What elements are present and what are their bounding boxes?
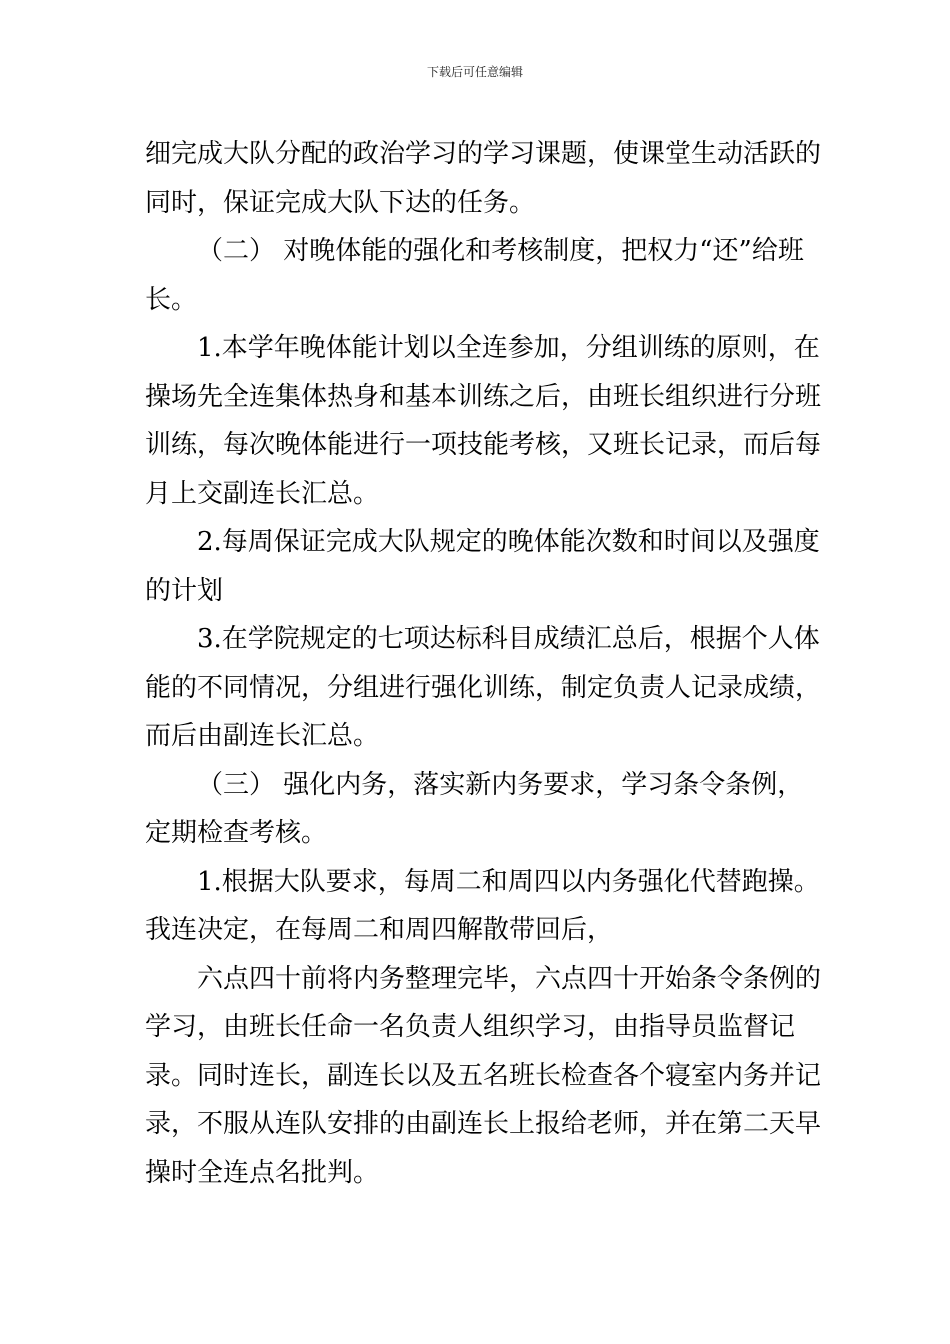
paragraph: （二） 对晚体能的强化和考核制度，把权力“还”给班长。	[145, 236, 804, 315]
paragraph: 1.本学年晚体能计划以全连参加，分组训练的原则，在操场先全连集体热身和基本训练之后，由班长组织进行分班训练，每次晚体能进行一项技能考核，又班长记录，而后每月上交副连长汇总。	[145, 333, 822, 509]
paragraph: 1.根据大队要求，每周二和周四以内务强化代替跑操。我连决定，在每周二和周四解散带回后，	[145, 866, 820, 945]
paragraph: 2.每周保证完成大队规定的晚体能次数和时间以及强度的计划	[145, 527, 820, 606]
paragraph: 细完成大队分配的政治学习的学习课题，使课堂生动活跃的同时，保证完成大队下达的任务。	[145, 139, 822, 218]
paragraph: （三） 强化内务，落实新内务要求，学习条令条例，定期检查考核。	[145, 769, 804, 848]
paragraph: 六点四十前将内务整理完毕，六点四十开始条令条例的学习，由班长任命一名负责人组织学习，由指导员监督记录。同时连长，副连长以及五名班长检查各个寝室内务并记录，不服从连队安排的由副连长上报给老师，并在第二天早操时全连点名批判。	[145, 963, 822, 1188]
page-header: 下载后可任意编辑	[426, 65, 523, 79]
paragraph: 3.在学院规定的七项达标科目成绩汇总后，根据个人体能的不同情况，分组进行强化训练，制定负责人记录成绩，而后由副连长汇总。	[145, 624, 822, 751]
document-body	[145, 130, 825, 1197]
